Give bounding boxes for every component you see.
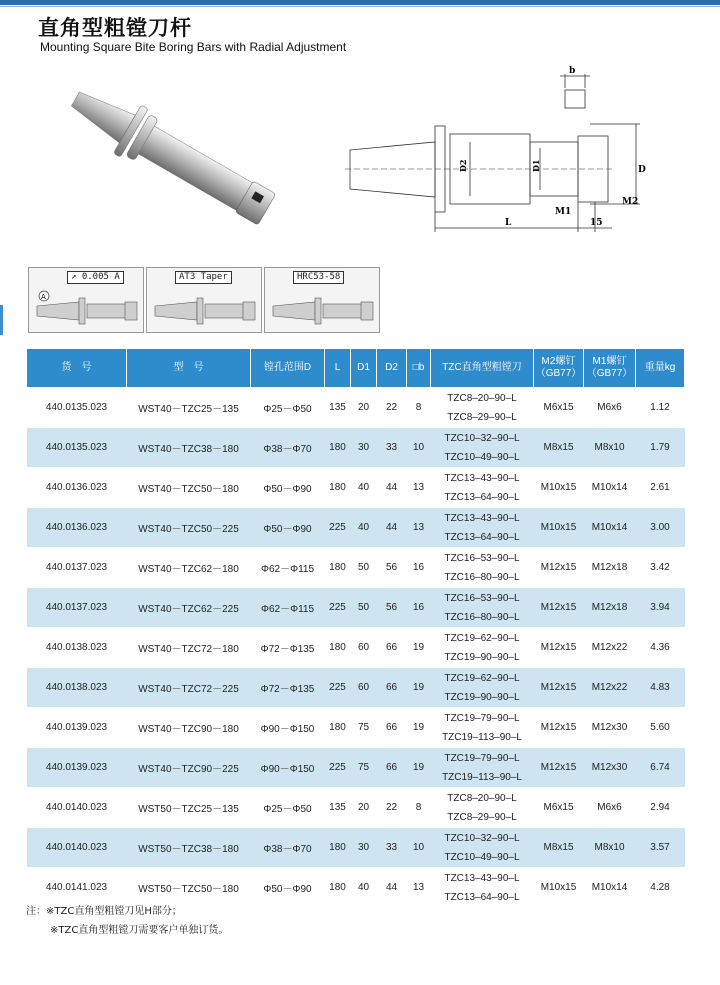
tool-code: TZC19–113–90–L [442,771,522,783]
cell-w: 1.79 [636,428,685,468]
cell-tool [431,468,534,508]
cell-m1: M12x18 [584,588,636,628]
dim-d-label: D [638,165,646,175]
cell-m2: M12x15 [534,628,584,668]
cell-code: 440.0138.023 [27,668,127,708]
dim-m1-label: M1 [555,207,572,217]
cell-m2: M12x15 [534,708,584,748]
cell-model: WST40－TZC62－225 [127,588,251,628]
table-body [27,388,685,908]
cell-d2: 66 [377,628,407,668]
cell-tool [431,628,534,668]
cell-code: 440.0136.023 [27,468,127,508]
cell-d2: 66 [377,668,407,708]
cell-d1: 75 [351,708,377,748]
tool-code: TZC13–43–90–L [444,472,520,484]
cell-code: 440.0140.023 [27,788,127,828]
tool-code: TZC16–53–90–L [444,552,520,564]
tool-code: TZC13–64–90–L [444,531,520,543]
cell-d1: 60 [351,628,377,668]
cell-b: 10 [407,428,431,468]
cell-model: WST40－TZC50－225 [127,508,251,548]
cell-w: 6.74 [636,748,685,788]
cell-range: Φ50－Φ90 [251,508,325,548]
cell-model: WST40－TZC90－225 [127,748,251,788]
cell-m1: M12x22 [584,668,636,708]
tool-code: TZC16–53–90–L [444,592,520,604]
cell-w: 1.12 [636,388,685,428]
cell-d2: 66 [377,748,407,788]
cell-model: WST50－TZC38－180 [127,828,251,868]
col-d2: D2 [377,349,407,388]
cell-d2: 44 [377,508,407,548]
table-row [27,508,685,548]
cell-code: 440.0137.023 [27,588,127,628]
tool-code: TZC19–62–90–L [444,632,520,644]
cell-range: Φ72－Φ135 [251,628,325,668]
col-b: □b [407,349,431,388]
cell-range: Φ72－Φ135 [251,668,325,708]
technical-drawing [340,62,680,242]
col-m2: M2螺钉 （GB77） [534,349,584,388]
cell-range: Φ62－Φ115 [251,548,325,588]
page-subtitle: Mounting Square Bite Boring Bars with Radial Adjustment [40,40,347,54]
cell-model: WST40－TZC72－180 [127,628,251,668]
top-rule [0,6,720,7]
cell-tool [431,668,534,708]
taper-label: AT3 Taper [175,271,232,284]
cell-d2: 44 [377,468,407,508]
cell-l: 225 [325,668,351,708]
cell-range: Φ90－Φ150 [251,748,325,788]
cell-tool [431,708,534,748]
cell-range: Φ90－Φ150 [251,708,325,748]
cell-l: 135 [325,388,351,428]
cell-m1: M6x6 [584,788,636,828]
table-row [27,668,685,708]
table-header-row [27,349,685,388]
tool-code: TZC10–49–90–L [444,851,520,863]
table-row [27,828,685,868]
cell-b: 10 [407,828,431,868]
cell-model: WST40－TZC90－180 [127,708,251,748]
cell-b: 8 [407,388,431,428]
spec-box-runout: A ↗ 0.005 A [28,267,144,333]
cell-b: 13 [407,868,431,908]
dim-d1-label: D1 [531,159,541,172]
cell-d2: 56 [377,588,407,628]
table-row [27,388,685,428]
cell-model: WST40－TZC50－180 [127,468,251,508]
cell-d2: 33 [377,828,407,868]
cell-d2: 66 [377,708,407,748]
cell-code: 440.0141.023 [27,868,127,908]
note-line-1: 注：※TZC直角型粗镗刀见H部分； [26,906,182,917]
cell-m1: M12x30 [584,708,636,748]
cell-w: 2.61 [636,468,685,508]
cell-d1: 20 [351,788,377,828]
cell-range: Φ50－Φ90 [251,868,325,908]
cell-w: 3.57 [636,828,685,868]
edge-marker [0,305,3,335]
cell-m1: M12x30 [584,748,636,788]
runout-value: 0.005 [81,272,109,282]
cell-d1: 40 [351,468,377,508]
cell-l: 135 [325,788,351,828]
cell-m2: M12x15 [534,748,584,788]
spec-table [26,348,685,908]
cell-range: Φ25－Φ50 [251,388,325,428]
dim-15-label: 15 [590,218,603,228]
col-weight: 重量kg [636,349,685,388]
tool-code: TZC10–32–90–L [444,832,520,844]
cell-tool [431,548,534,588]
cell-code: 440.0137.023 [27,548,127,588]
col-l: L [325,349,351,388]
tool-code: TZC10–32–90–L [444,432,520,444]
cell-m1: M6x6 [584,388,636,428]
cell-tool [431,788,534,828]
cell-tool [431,428,534,468]
cell-model: WST40－TZC72－225 [127,668,251,708]
cell-d1: 40 [351,508,377,548]
cell-code: 440.0139.023 [27,708,127,748]
cell-w: 3.00 [636,508,685,548]
tool-code: TZC13–43–90–L [444,512,520,524]
cell-tool [431,748,534,788]
cell-model: WST50－TZC50－180 [127,868,251,908]
cell-m1: M10x14 [584,508,636,548]
cell-m1: M8x10 [584,428,636,468]
product-photo [48,80,298,240]
cell-m2: M12x15 [534,548,584,588]
cell-b: 19 [407,628,431,668]
tool-code: TZC10–49–90–L [444,451,520,463]
tool-code: TZC19–90–90–L [444,691,520,703]
cell-d2: 56 [377,548,407,588]
cell-l: 225 [325,508,351,548]
cell-range: Φ62－Φ115 [251,588,325,628]
cell-tool [431,828,534,868]
cell-l: 180 [325,868,351,908]
tool-code: TZC19–90–90–L [444,651,520,663]
col-m1: M1螺钉 （GB77） [584,349,636,388]
tool-code: TZC13–64–90–L [444,491,520,503]
cell-d1: 50 [351,588,377,628]
datum-circle-label: A [41,293,46,301]
cell-d1: 40 [351,868,377,908]
col-d1: D1 [351,349,377,388]
cell-w: 4.28 [636,868,685,908]
cell-m1: M12x22 [584,628,636,668]
col-range: 镗孔范围D [251,349,325,388]
cell-d2: 22 [377,788,407,828]
tool-code: TZC8–20–90–L [447,792,517,804]
cell-m2: M10x15 [534,868,584,908]
page-title: 直角型粗镗刀杆 [38,16,192,40]
table-row [27,708,685,748]
cell-w: 3.42 [636,548,685,588]
cell-model: WST50－TZC25－135 [127,788,251,828]
cell-l: 180 [325,708,351,748]
tool-code: TZC16–80–90–L [444,611,520,623]
cell-m2: M8x15 [534,428,584,468]
cell-m2: M12x15 [534,588,584,628]
cell-l: 180 [325,828,351,868]
tool-code: TZC13–64–90–L [444,891,520,903]
table-row [27,628,685,668]
cell-l: 180 [325,628,351,668]
cell-tool [431,388,534,428]
cell-d1: 30 [351,428,377,468]
tool-code: TZC19–113–90–L [442,731,522,743]
table-row [27,588,685,628]
cell-m2: M10x15 [534,468,584,508]
dim-b-label: b [569,66,576,76]
cell-m2: M8x15 [534,828,584,868]
table-row [27,428,685,468]
cell-d1: 60 [351,668,377,708]
table-row [27,788,685,828]
cell-range: Φ25－Φ50 [251,788,325,828]
spec-box-taper [146,267,262,333]
tool-code: TZC16–80–90–L [444,571,520,583]
cell-b: 8 [407,788,431,828]
dim-m2-label: M2 [622,197,639,207]
col-tool: TZC直角型粗镗刀 [431,349,534,388]
cell-code: 440.0138.023 [27,628,127,668]
cell-d1: 20 [351,388,377,428]
cell-d1: 50 [351,548,377,588]
note-line-2: ※TZC直角型粗镗刀需要客户单独订货。 [50,925,229,936]
cell-range: Φ38－Φ70 [251,428,325,468]
dim-d2-label: D2 [458,159,468,172]
cell-b: 19 [407,748,431,788]
cell-b: 16 [407,548,431,588]
cell-code: 440.0136.023 [27,508,127,548]
col-code: 货 号 [27,349,127,388]
cell-d2: 44 [377,868,407,908]
cell-b: 19 [407,708,431,748]
hardness-label: HRC53-58 [293,271,344,284]
cell-model: WST40－TZC38－180 [127,428,251,468]
tool-code: TZC19–62–90–L [444,672,520,684]
runout-datum: A [114,272,120,282]
cell-l: 180 [325,548,351,588]
tool-code: TZC19–79–90–L [444,712,520,724]
tool-code: TZC8–20–90–L [447,392,517,404]
cell-w: 5.60 [636,708,685,748]
col-model: 型 号 [127,349,251,388]
cell-d1: 30 [351,828,377,868]
cell-m1: M10x14 [584,868,636,908]
cell-d2: 22 [377,388,407,428]
cell-m1: M8x10 [584,828,636,868]
cell-range: Φ38－Φ70 [251,828,325,868]
tool-code: TZC8–29–90–L [447,411,517,423]
cell-code: 440.0139.023 [27,748,127,788]
cell-d1: 75 [351,748,377,788]
cell-tool [431,588,534,628]
cell-w: 2.94 [636,788,685,828]
cell-b: 13 [407,508,431,548]
tool-code: TZC19–79–90–L [444,752,520,764]
cell-l: 225 [325,588,351,628]
cell-m1: M12x18 [584,548,636,588]
cell-d2: 33 [377,428,407,468]
cell-w: 3.94 [636,588,685,628]
cell-m1: M10x14 [584,468,636,508]
cell-b: 19 [407,668,431,708]
cell-tool [431,508,534,548]
cell-l: 180 [325,428,351,468]
cell-m2: M12x15 [534,668,584,708]
cell-l: 180 [325,468,351,508]
cell-code: 440.0135.023 [27,388,127,428]
dim-l-label: L [505,218,512,228]
cell-m2: M6x15 [534,388,584,428]
tool-code: TZC8–29–90–L [447,811,517,823]
cell-l: 225 [325,748,351,788]
cell-range: Φ50－Φ90 [251,468,325,508]
cell-code: 440.0135.023 [27,428,127,468]
cell-model: WST40－TZC62－180 [127,548,251,588]
cell-model: WST40－TZC25－135 [127,388,251,428]
top-bar [0,0,720,5]
cell-w: 4.36 [636,628,685,668]
table-row [27,468,685,508]
table-row [27,748,685,788]
cell-b: 16 [407,588,431,628]
cell-b: 13 [407,468,431,508]
cell-m2: M6x15 [534,788,584,828]
cell-m2: M10x15 [534,508,584,548]
cell-code: 440.0140.023 [27,828,127,868]
tool-code: TZC13–43–90–L [444,872,520,884]
spec-box-hardness [264,267,380,333]
cell-w: 4.83 [636,668,685,708]
table-row [27,548,685,588]
cell-tool [431,868,534,908]
